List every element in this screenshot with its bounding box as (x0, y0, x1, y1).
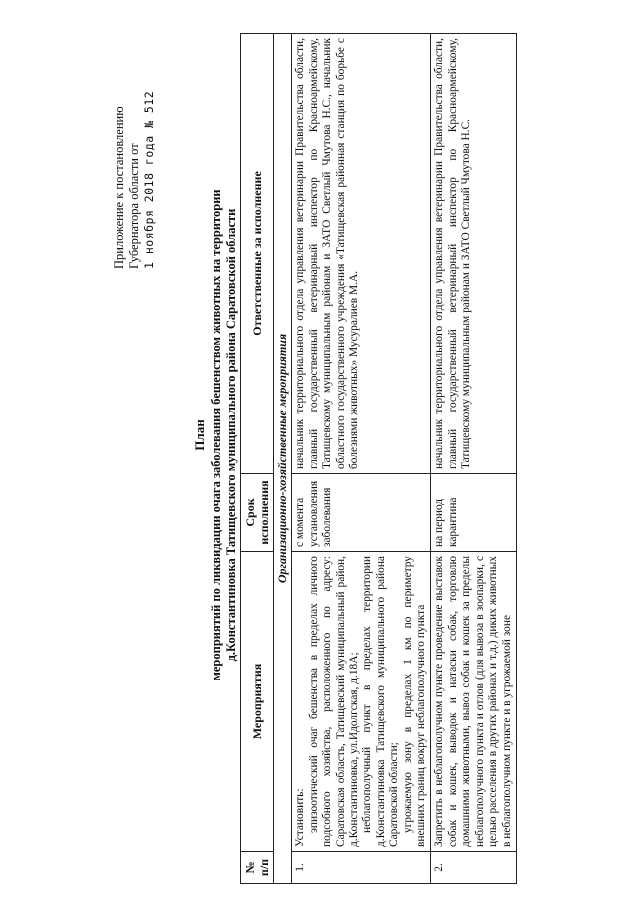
row-responsible: начальник территориального отдела управления ветеринарии Правительства области, главный государственный ветеринарный инспектор по Красноармейскому, Татищевскому муниципальным районам и ЗАТО Светлый Чмутова Н.С., начальник областного государственного учреждения «Татищевская районная станция по борьбе с болезнями животных» Мусуралиев М.А. (292, 34, 431, 474)
table-row (431, 34, 516, 884)
appendix-date-number: 1 ноября 2018 года № 512 (142, 90, 156, 269)
appendix-block (112, 29, 157, 269)
row-number: 2. (431, 852, 516, 884)
header-action: Мероприятия (241, 552, 274, 852)
row-action: Запретить в неблагополучном пункте проведение выставок собак и кошек, выводок и натаски собак, торговлю домашними животными, вывоз собак и кошек за пределы неблагополучного пункта и отлов (для вывоза в зоопарки, с целью расселения в других районах и т.д.) диких животных в неблагополучном пункте и в угрожаемой зоне (431, 552, 516, 852)
row-term: с момента установления заболевания (292, 474, 431, 552)
appendix-line-1: Приложение к постановлению (112, 106, 126, 269)
action-paragraph: неблагополучный пункт в пределах территории д.Константиновка Татищевского муниципального района Саратовской области; (361, 556, 401, 847)
action-paragraph: Установить: (294, 788, 307, 847)
header-num: № п/п (241, 852, 274, 884)
title-main: План (192, 419, 207, 451)
title-line-2: д.Константиновка Татищевского муниципального района Саратовской области (224, 208, 238, 662)
table-header-row (241, 34, 274, 884)
document-title (192, 85, 239, 785)
section-title: Организационно-хозяйственные мероприятия (274, 34, 292, 884)
action-paragraph: угрожаемую зону в пределах 1 км по периметру внешних границ вокруг неблагополучного пункта (401, 556, 428, 847)
title-line-1: мероприятий по ликвидации очага заболевания бешенством животных на территории (209, 189, 223, 681)
appendix-line-2: Губернатора области от (127, 143, 141, 269)
row-term: на период карантина (431, 474, 516, 552)
row-action-cell (292, 552, 431, 852)
table-row (292, 34, 431, 884)
row-responsible: начальник территориального отдела управления ветеринарии Правительства области, главный государственный ветеринарный инспектор по Красноармейскому, Татищевскому муниципальным районам и ЗАТО Светлый Чмутова Н.С. (431, 34, 516, 474)
plan-table (240, 33, 517, 884)
header-term: Срок исполнения (241, 474, 274, 552)
header-responsible: Ответственные за исполнение (241, 34, 274, 474)
action-paragraph: эпизоотический очаг бешенства в пределах личного подсобного хозяйства, расположенного по адресу: Саратовская область, Татищевский муниципальный район, д.Константиновка, ул.Идолгская, д.18А; (307, 556, 361, 847)
row-number: 1. (292, 852, 431, 884)
section-row (274, 34, 292, 884)
